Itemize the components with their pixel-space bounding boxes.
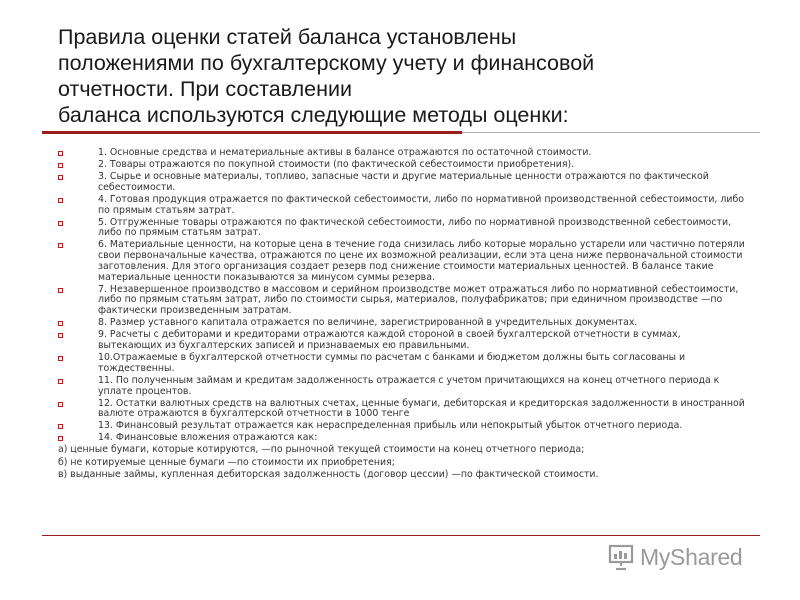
square-bullet-icon <box>58 436 63 441</box>
list-item-text: 6. Материальные ценности, на которые цена в течение года снизилась либо которые морально устарели или частично потеряли свои первоначальные качества, отражаются по цене их возможной реализации, если эта цена ниже первоначальной стоимости заготовления. Для этого организация создает резерв под снижение стоимости материальных ценностей. В балансе такие материальные ценности показываются за минусом суммы резерва. <box>98 239 745 283</box>
list-item <box>56 399 746 421</box>
square-bullet-icon <box>58 221 63 226</box>
list-item <box>56 353 746 375</box>
square-bullet-icon <box>58 163 63 168</box>
list-item <box>56 218 746 240</box>
square-bullet-icon <box>58 402 63 407</box>
list-item-text: 7. Незавершенное производство в массовом и серийном производстве может отражаться либо по нормативной себестоимости, либо по прямым статьям затрат, либо по стоимости сырья, материалов, полуфабрикатов; при единичном производстве —по фактически произведенным затратам. <box>98 283 739 317</box>
square-bullet-icon <box>58 424 63 429</box>
slide-title <box>58 24 758 128</box>
list-item <box>56 421 746 432</box>
list-item-text: 13. Финансовый результат отражается как нераспределенная прибыль или непокрытый убыток отчетного периода. <box>98 420 683 432</box>
square-bullet-icon <box>58 379 63 384</box>
list-item <box>56 318 746 329</box>
list-item-text: 8. Размер уставного капитала отражается по величине, зарегистрированной в учредительных документах. <box>98 317 638 329</box>
square-bullet-icon <box>58 175 63 180</box>
list-item-text: 3. Сырье и основные материалы, топливо, запасные части и другие материальные ценности отражаются по фактической себестоимости. <box>98 170 709 193</box>
square-bullet-icon <box>58 288 63 293</box>
watermark-logo <box>606 540 742 574</box>
title-line: положениями по бухгалтерскому учету и финансовой <box>58 51 595 75</box>
square-bullet-icon <box>58 333 63 338</box>
presentation-board-icon <box>606 542 636 572</box>
sub-item: в) выданные займы, купленная дебиторская задолженность (договор цессии) —по фактической стоимости. <box>58 468 599 480</box>
title-divider <box>42 132 760 133</box>
list-item <box>56 285 746 317</box>
list-item-text: 1. Основные средства и нематериальные активы в балансе отражаются по остаточной стоимости. <box>98 147 592 158</box>
list-item <box>56 240 746 283</box>
slide-body <box>56 148 746 482</box>
square-bullet-icon <box>58 198 63 203</box>
list-item-text: 4. Готовая продукция отражается по фактической себестоимости, либо по нормативной производственной себестоимости, либо по прямым статьям затрат. <box>98 193 744 216</box>
list-item <box>56 433 746 444</box>
list-item <box>56 148 746 159</box>
list-item-text: 11. По полученным займам и кредитам задолженность отражается с учетом причитающихся на конец отчетного периода к уплате процентов. <box>98 374 720 397</box>
square-bullet-icon <box>58 356 63 361</box>
list-item-text: 9. Расчеты с дебиторами и кредиторами отражаются каждой стороной в своей бухгалтерской отчетности в суммах, вытекающих из бухгалтерских записей и признаваемых ею правильными. <box>98 329 681 352</box>
square-bullet-icon <box>58 321 63 326</box>
list-item-text: 5. Отгруженные товары отражаются по фактической себестоимости, либо по нормативной производственной себестоимости, либо по прямым статьям затрат. <box>98 216 732 239</box>
sub-item: б) не котируемые ценные бумаги —по стоимости их приобретения; <box>58 456 395 468</box>
list-item-text: 10.Отражаемые в бухгалтерской отчетности суммы по расчетам с банками и бюджетом должны быть согласованы и тождественны. <box>98 352 686 374</box>
list-item <box>56 376 746 398</box>
title-line: отчетности. При составлении <box>58 77 352 101</box>
list-item-text: 2. Товары отражаются по покупной стоимости (по фактической себестоимости приобретения). <box>98 158 575 170</box>
list-item <box>56 160 746 171</box>
title-line: Правила оценки статей баланса установлены <box>58 25 517 49</box>
watermark-text: MyShared <box>640 543 743 570</box>
list-item <box>56 195 746 217</box>
footer-divider <box>42 535 760 536</box>
list-item-text: 14. Финансовые вложения отражаются как: <box>98 432 318 444</box>
title-line: баланса используются следующие методы оценки: <box>58 103 569 127</box>
list-item-text: 12. Остатки валютных средств на валютных счетах, ценные бумаги, дебиторская и кредиторская задолженности в иностранной валюте отражаются в бухгалтерской отчетности в 1000 тенге <box>98 397 745 420</box>
sub-item: а) ценные бумаги, которые котируются, —по рыночной текущей стоимости на конец отчетного периода; <box>58 444 585 456</box>
square-bullet-icon <box>58 151 63 156</box>
title-divider-accent <box>42 131 462 134</box>
list-item <box>56 330 746 352</box>
list-item <box>56 172 746 194</box>
square-bullet-icon <box>58 243 63 248</box>
